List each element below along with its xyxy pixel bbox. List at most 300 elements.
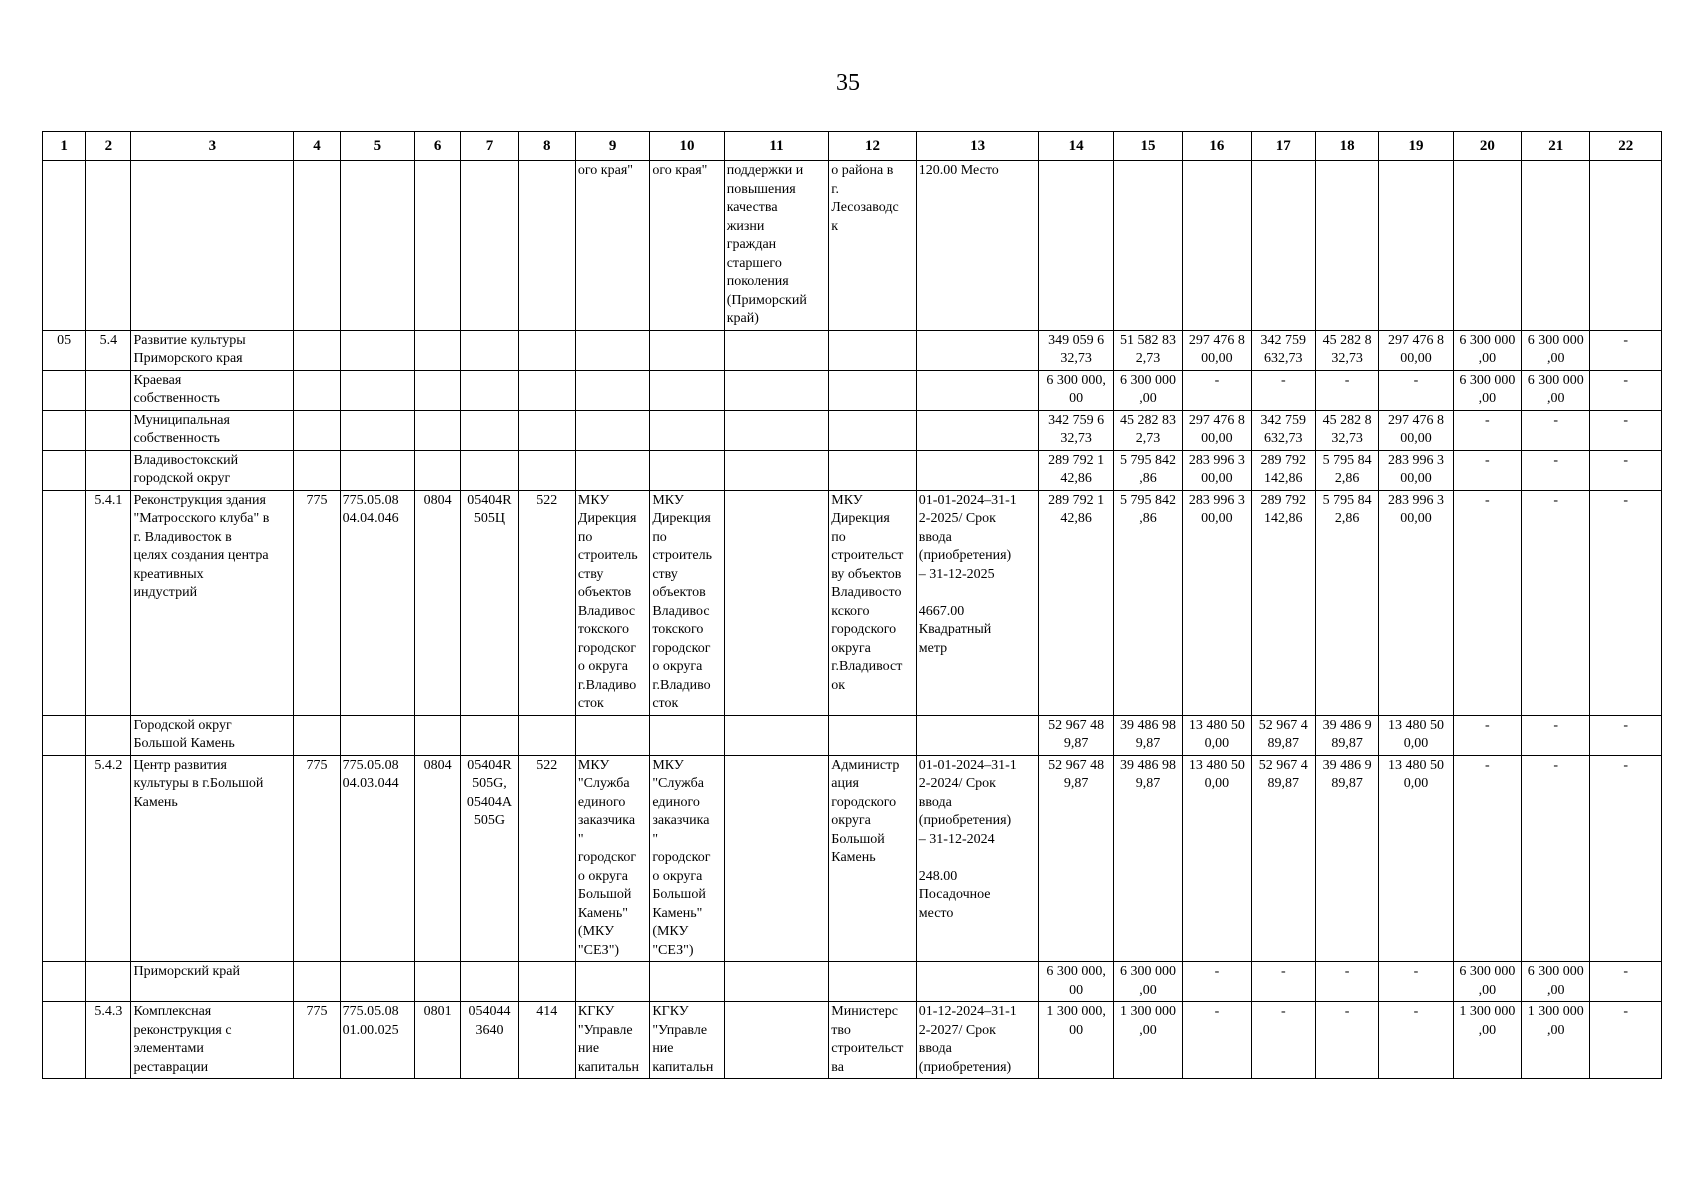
- cell-text: 39 486 9 89,87: [1322, 717, 1372, 751]
- cell-text: 05404R 505Ц: [467, 492, 512, 526]
- table-cell: [461, 410, 518, 450]
- table-cell: [1453, 755, 1521, 962]
- table-cell: [1453, 450, 1521, 490]
- table-cell: [1315, 715, 1378, 755]
- table-cell: [829, 161, 916, 331]
- cell-text: 05404R 505G, 05404A 505G: [466, 757, 512, 828]
- cell-text: -: [1553, 757, 1559, 773]
- cell-text: -: [1485, 757, 1490, 773]
- cell-text: -: [1623, 492, 1629, 508]
- cell-text: 45 282 83 2,73: [1120, 412, 1177, 446]
- cell-text: 289 792 1 42,86: [1048, 452, 1105, 486]
- cell-text: 6 300 000 ,00: [1459, 332, 1516, 366]
- table-cell: [650, 370, 724, 410]
- column-header-14: 14: [1039, 132, 1113, 161]
- table-cell: [1039, 161, 1113, 331]
- cell-text: 13 480 50 0,00: [1388, 717, 1444, 751]
- cell-text: -: [1214, 372, 1220, 388]
- cell-text: Городской округ Большой Камень: [133, 717, 235, 751]
- table-cell: [1379, 715, 1453, 755]
- cell-text: 522: [536, 757, 558, 773]
- cell-text: 342 759 632,73: [1260, 332, 1307, 366]
- cell-text: -: [1553, 452, 1559, 468]
- column-header-12: 12: [829, 132, 916, 161]
- table-cell: [461, 755, 518, 962]
- table-cell: [575, 1002, 649, 1079]
- column-header-13: 13: [916, 132, 1039, 161]
- cell-text: 297 476 8 00,00: [1188, 412, 1245, 446]
- column-header-17: 17: [1251, 132, 1315, 161]
- table-cell: [1039, 490, 1113, 715]
- cell-text: 5.4.2: [94, 757, 123, 773]
- cell-text: 120.00 Место: [918, 163, 999, 178]
- cell-text: 297 476 8 00,00: [1188, 332, 1245, 366]
- column-header-10: 10: [650, 132, 724, 161]
- table-cell: [575, 370, 649, 410]
- cell-text: 1 300 000 ,00: [1527, 1004, 1584, 1038]
- cell-text: -: [1623, 717, 1629, 733]
- table-cell: [43, 962, 86, 1002]
- column-header-19: 19: [1379, 132, 1453, 161]
- table-cell: [1453, 490, 1521, 715]
- cell-text: 0801: [423, 1004, 452, 1019]
- cell-text: 6 300 000 ,00: [1527, 372, 1584, 406]
- table-cell: [415, 450, 461, 490]
- cell-text: 39 486 98 9,87: [1120, 717, 1177, 751]
- table-cell: [1522, 1002, 1590, 1079]
- cell-text: Муниципальная собственность: [133, 412, 230, 446]
- cell-text: 775: [306, 1004, 328, 1019]
- table-cell: [724, 1002, 829, 1079]
- column-header-11: 11: [724, 132, 829, 161]
- table-cell: [916, 962, 1039, 1002]
- table-cell: [1039, 370, 1113, 410]
- table-cell: [575, 410, 649, 450]
- table-cell: [518, 715, 575, 755]
- table-cell: [575, 490, 649, 715]
- table-cell: [829, 715, 916, 755]
- cell-text: -: [1214, 964, 1220, 979]
- cell-text: 6 300 000 ,00: [1120, 964, 1177, 998]
- table-cell: [1183, 370, 1251, 410]
- table-cell: [1113, 370, 1182, 410]
- table-cell: [43, 370, 86, 410]
- table-cell: [1379, 330, 1453, 370]
- table-cell: [1315, 962, 1378, 1002]
- cell-text: 5 795 842 ,86: [1120, 492, 1177, 526]
- table-cell: [518, 755, 575, 962]
- table-cell: [518, 490, 575, 715]
- table-cell: [916, 490, 1039, 715]
- cell-text: Центр развития культуры в г.Большой Камень: [133, 757, 264, 810]
- column-header-1: 1: [43, 132, 86, 161]
- table-cell: [916, 1002, 1039, 1079]
- table-row: [43, 962, 1662, 1002]
- table-cell: [415, 370, 461, 410]
- cell-text: -: [1280, 1004, 1286, 1019]
- cell-text: -: [1413, 372, 1419, 388]
- column-header-18: 18: [1315, 132, 1378, 161]
- page-number: 35: [836, 70, 860, 96]
- table-cell: [916, 715, 1039, 755]
- column-header-3: 3: [131, 132, 294, 161]
- table-cell: [650, 1002, 724, 1079]
- table-cell: [1315, 370, 1378, 410]
- table-cell: [575, 755, 649, 962]
- cell-text: Владивостокский городской округ: [133, 452, 239, 486]
- table-cell: [724, 755, 829, 962]
- cell-text: -: [1553, 717, 1559, 733]
- table-cell: [916, 161, 1039, 331]
- cell-text: -: [1623, 332, 1629, 348]
- table-cell: [131, 330, 294, 370]
- cell-text: -: [1623, 372, 1629, 388]
- table-cell: [340, 962, 414, 1002]
- table-cell: [294, 490, 340, 715]
- cell-text: КГКУ "Управле ние капитальн: [577, 1004, 639, 1075]
- cell-text: 775.05.08 01.00.025: [342, 1004, 399, 1038]
- table-cell: [575, 330, 649, 370]
- table-cell: [1522, 755, 1590, 962]
- cell-text: 5 795 84 2,86: [1322, 492, 1372, 526]
- table-cell: [916, 370, 1039, 410]
- column-header-5: 5: [340, 132, 414, 161]
- table-cell: [1453, 330, 1521, 370]
- table-cell: [86, 490, 131, 715]
- table-cell: [724, 330, 829, 370]
- cell-text: МКУ Дирекция по строитель ству объектов Владивос токского городског о округа г.Владиво сток: [577, 492, 638, 711]
- cell-text: Развитие культуры Приморского края: [133, 332, 246, 366]
- table-cell: [294, 755, 340, 962]
- cell-text: КГКУ "Управле ние капитальн: [652, 1004, 714, 1075]
- cell-text: -: [1344, 964, 1350, 979]
- table-cell: [724, 715, 829, 755]
- table-cell: [916, 410, 1039, 450]
- column-header-7: 7: [461, 132, 518, 161]
- table-cell: [1183, 161, 1251, 331]
- table-cell: [1251, 161, 1315, 331]
- table-cell: [1183, 1002, 1251, 1079]
- table-cell: [518, 330, 575, 370]
- table-cell: [131, 755, 294, 962]
- table-cell: [43, 490, 86, 715]
- cell-text: 01-01-2024–31-1 2-2024/ Срок ввода (приобретения) – 31-12-2024 248.00 Посадочное место: [918, 757, 1017, 921]
- cell-text: МКУ Дирекция по строитель ству объектов Владивос токского городског о округа г.Владиво сток: [652, 492, 713, 711]
- cell-text: 52 967 4 89,87: [1258, 717, 1308, 751]
- cell-text: 6 300 000 ,00: [1527, 332, 1584, 366]
- table-cell: [829, 370, 916, 410]
- table-cell: [1379, 755, 1453, 962]
- cell-text: 1 300 000 ,00: [1120, 1004, 1177, 1038]
- cell-text: ого края": [577, 163, 633, 178]
- table-cell: [1315, 161, 1378, 331]
- cell-text: 6 300 000, 00: [1046, 372, 1106, 406]
- cell-text: 283 996 3 00,00: [1188, 492, 1245, 526]
- table-cell: [1183, 962, 1251, 1002]
- cell-text: 5.4.3: [94, 1004, 123, 1019]
- table-cell: [1183, 450, 1251, 490]
- column-header-4: 4: [294, 132, 340, 161]
- table-cell: [650, 715, 724, 755]
- table-cell: [1453, 962, 1521, 1002]
- table-cell: [1039, 962, 1113, 1002]
- cell-text: 349 059 6 32,73: [1048, 332, 1105, 366]
- table-cell: [415, 490, 461, 715]
- table-cell: [43, 1002, 86, 1079]
- table-row: [43, 370, 1662, 410]
- table-cell: [724, 490, 829, 715]
- cell-text: поддержки и повышения качества жизни граждан старшего поколения (Приморский край): [726, 163, 807, 326]
- table-cell: [294, 330, 340, 370]
- table-cell: [1113, 715, 1182, 755]
- table-row: [43, 161, 1662, 331]
- table-cell: [1039, 755, 1113, 962]
- table-cell: [340, 715, 414, 755]
- table-cell: [829, 450, 916, 490]
- table-row: [43, 715, 1662, 755]
- table-cell: [575, 161, 649, 331]
- cell-text: Приморский край: [133, 964, 240, 979]
- cell-text: Администр ация городского округа Большой Камень: [831, 757, 900, 865]
- cell-text: -: [1623, 452, 1629, 468]
- table-cell: [1590, 962, 1662, 1002]
- table-cell: [650, 330, 724, 370]
- table-cell: [1315, 1002, 1378, 1079]
- cell-text: 5 795 84 2,86: [1322, 452, 1372, 486]
- cell-text: 522: [536, 492, 558, 508]
- cell-text: Министерс тво строительст ва: [831, 1004, 904, 1075]
- cell-text: 1 300 000 ,00: [1459, 1004, 1516, 1038]
- table-cell: [43, 715, 86, 755]
- cell-text: -: [1485, 412, 1490, 428]
- table-cell: [650, 962, 724, 1002]
- table-cell: [294, 962, 340, 1002]
- cell-text: 283 996 3 00,00: [1188, 452, 1245, 486]
- table-cell: [518, 410, 575, 450]
- cell-text: 775.05.08 04.03.044: [342, 757, 399, 791]
- table-cell: [1590, 370, 1662, 410]
- budget-table: [42, 131, 1662, 1079]
- cell-text: 342 759 632,73: [1260, 412, 1307, 446]
- table-cell: [1522, 161, 1590, 331]
- cell-text: 45 282 8 32,73: [1322, 412, 1372, 446]
- table-cell: [724, 370, 829, 410]
- table-cell: [1453, 715, 1521, 755]
- table-cell: [131, 450, 294, 490]
- table-cell: [650, 410, 724, 450]
- column-header-16: 16: [1183, 132, 1251, 161]
- table-cell: [86, 330, 131, 370]
- table-cell: [1113, 330, 1182, 370]
- table-cell: [1315, 410, 1378, 450]
- table-cell: [1315, 490, 1378, 715]
- table-cell: [1522, 330, 1590, 370]
- table-cell: [415, 161, 461, 331]
- table-cell: [1039, 450, 1113, 490]
- table-cell: [1590, 410, 1662, 450]
- table-cell: [294, 410, 340, 450]
- table-body: [43, 161, 1662, 1079]
- table-cell: [1251, 450, 1315, 490]
- table-cell: [461, 1002, 518, 1079]
- table-cell: [340, 1002, 414, 1079]
- cell-text: -: [1344, 372, 1350, 388]
- table-cell: [86, 161, 131, 331]
- column-header-15: 15: [1113, 132, 1182, 161]
- table-cell: [1039, 715, 1113, 755]
- table-row: [43, 410, 1662, 450]
- table-cell: [650, 490, 724, 715]
- cell-text: 775.05.08 04.04.046: [342, 492, 399, 526]
- table-cell: [1039, 410, 1113, 450]
- cell-text: 0804: [423, 757, 452, 773]
- cell-text: 289 792 142,86: [1260, 492, 1307, 526]
- table-cell: [340, 450, 414, 490]
- cell-text: 289 792 142,86: [1260, 452, 1307, 486]
- cell-text: 283 996 3 00,00: [1388, 452, 1444, 486]
- cell-text: 6 300 000 ,00: [1459, 372, 1516, 406]
- table-cell: [461, 962, 518, 1002]
- table-cell: [829, 490, 916, 715]
- table-cell: [1113, 490, 1182, 715]
- table-cell: [1379, 410, 1453, 450]
- table-cell: [43, 450, 86, 490]
- table-cell: [916, 755, 1039, 962]
- cell-text: 289 792 1 42,86: [1048, 492, 1105, 526]
- table-cell: [1039, 1002, 1113, 1079]
- table-cell: [1251, 370, 1315, 410]
- table-cell: [1251, 715, 1315, 755]
- table-cell: [1315, 330, 1378, 370]
- table-cell: [575, 962, 649, 1002]
- table-cell: [340, 161, 414, 331]
- cell-text: 297 476 8 00,00: [1388, 412, 1444, 446]
- cell-text: 5.4: [99, 332, 118, 348]
- table-cell: [131, 161, 294, 331]
- table-cell: [131, 370, 294, 410]
- table-cell: [415, 755, 461, 962]
- cell-text: 01-01-2024–31-1 2-2025/ Срок ввода (приобретения) – 31-12-2025 4667.00 Квадратный метр: [918, 492, 1017, 656]
- table-cell: [1251, 962, 1315, 1002]
- table-cell: [1251, 330, 1315, 370]
- table-cell: [518, 1002, 575, 1079]
- cell-text: МКУ Дирекция по строительст ву объектов Владивосто кского городского округа г.Владивост ок: [831, 492, 904, 693]
- cell-text: 054044 3640: [468, 1004, 511, 1038]
- table-cell: [131, 410, 294, 450]
- cell-text: 51 582 83 2,73: [1120, 332, 1177, 366]
- table-cell: [461, 450, 518, 490]
- cell-text: 52 967 4 89,87: [1258, 757, 1308, 791]
- cell-text: -: [1623, 412, 1629, 428]
- table-cell: [829, 330, 916, 370]
- table-cell: [86, 715, 131, 755]
- cell-text: -: [1623, 1004, 1629, 1019]
- table-cell: [1183, 330, 1251, 370]
- cell-text: -: [1553, 412, 1559, 428]
- table-cell: [461, 330, 518, 370]
- table-cell: [340, 490, 414, 715]
- column-header-2: 2: [86, 132, 131, 161]
- table-cell: [916, 450, 1039, 490]
- table-cell: [518, 370, 575, 410]
- table-cell: [1113, 755, 1182, 962]
- table-cell: [131, 490, 294, 715]
- cell-text: -: [1344, 1004, 1350, 1019]
- table-row: [43, 755, 1662, 962]
- cell-text: 775: [306, 492, 328, 508]
- table-cell: [86, 410, 131, 450]
- cell-text: 6 300 000 ,00: [1120, 372, 1177, 406]
- table-cell: [1522, 410, 1590, 450]
- table-cell: [1590, 755, 1662, 962]
- table-cell: [1251, 410, 1315, 450]
- table-cell: [340, 370, 414, 410]
- table-cell: [131, 1002, 294, 1079]
- table-cell: [1590, 450, 1662, 490]
- table-cell: [575, 450, 649, 490]
- table-cell: [43, 410, 86, 450]
- column-header-6: 6: [415, 132, 461, 161]
- cell-text: 39 486 9 89,87: [1322, 757, 1372, 791]
- table-cell: [916, 330, 1039, 370]
- table-cell: [294, 1002, 340, 1079]
- table-cell: [415, 715, 461, 755]
- column-header-8: 8: [518, 132, 575, 161]
- table-cell: [1251, 490, 1315, 715]
- cell-text: 6 300 000 ,00: [1459, 964, 1516, 998]
- table-cell: [1590, 490, 1662, 715]
- table-cell: [518, 962, 575, 1002]
- table-cell: [86, 450, 131, 490]
- table-cell: [461, 715, 518, 755]
- table-cell: [461, 161, 518, 331]
- table-cell: [829, 962, 916, 1002]
- table-cell: [415, 330, 461, 370]
- table-cell: [43, 161, 86, 331]
- cell-text: 45 282 8 32,73: [1322, 332, 1372, 366]
- cell-text: 6 300 000 ,00: [1527, 964, 1584, 998]
- cell-text: -: [1413, 964, 1419, 979]
- cell-text: Краевая собственность: [133, 372, 220, 406]
- cell-text: 775: [306, 757, 328, 773]
- cell-text: 05: [57, 332, 72, 348]
- cell-text: 414: [536, 1004, 558, 1019]
- table-cell: [1379, 1002, 1453, 1079]
- cell-text: 297 476 8 00,00: [1388, 332, 1444, 366]
- table-cell: [340, 755, 414, 962]
- table-cell: [829, 410, 916, 450]
- table-cell: [1590, 715, 1662, 755]
- column-header-21: 21: [1522, 132, 1590, 161]
- table-cell: [1590, 1002, 1662, 1079]
- cell-text: -: [1413, 1004, 1419, 1019]
- table-cell: [1251, 755, 1315, 962]
- table-cell: [43, 330, 86, 370]
- table-cell: [1379, 370, 1453, 410]
- cell-text: 5.4.1: [94, 492, 123, 508]
- cell-text: 6 300 000, 00: [1046, 964, 1106, 998]
- table-cell: [43, 755, 86, 962]
- table-cell: [1251, 1002, 1315, 1079]
- column-header-9: 9: [575, 132, 649, 161]
- table-cell: [1183, 755, 1251, 962]
- cell-text: -: [1280, 964, 1286, 979]
- table-cell: [1522, 450, 1590, 490]
- table-cell: [1113, 410, 1182, 450]
- table-cell: [1183, 410, 1251, 450]
- cell-text: 5 795 842 ,86: [1120, 452, 1177, 486]
- table-cell: [1315, 450, 1378, 490]
